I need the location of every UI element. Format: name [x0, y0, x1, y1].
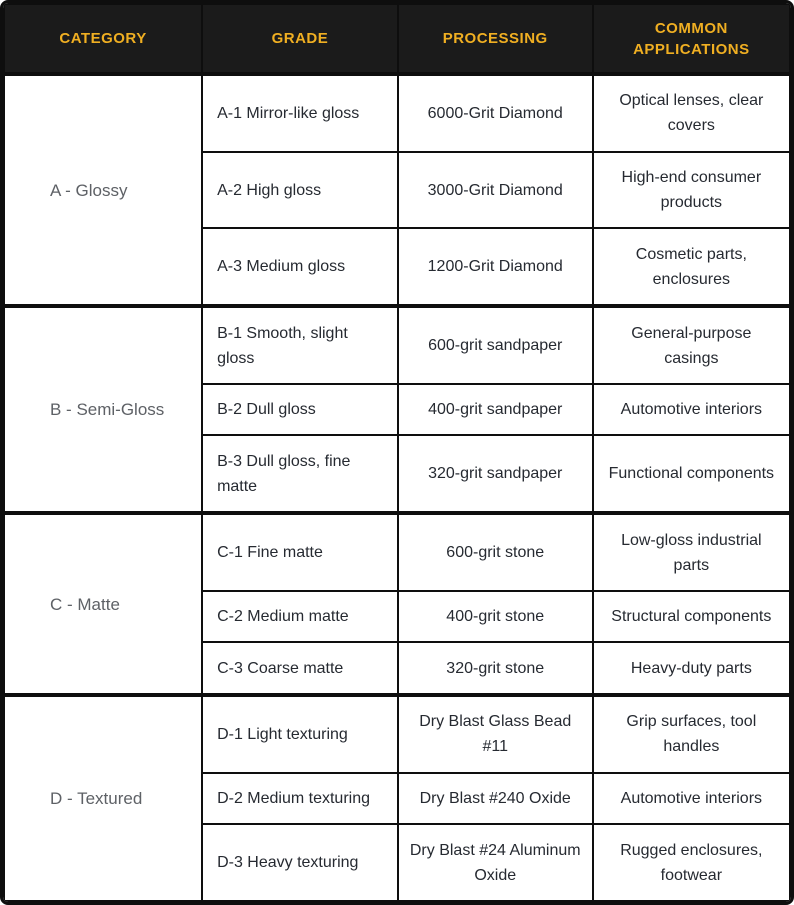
processing-cell: Dry Blast #24 Aluminum Oxide	[398, 824, 593, 901]
grade-table	[3, 3, 791, 902]
applications-cell: General-purpose casings	[593, 306, 790, 384]
column-header-category: CATEGORY	[4, 4, 202, 74]
applications-cell: Automotive interiors	[593, 384, 790, 435]
category-cell-d: D - Textured	[4, 695, 202, 901]
applications-cell: Grip surfaces, tool handles	[593, 695, 790, 773]
category-cell-b: B - Semi-Gloss	[4, 306, 202, 513]
applications-cell: Rugged enclosures, footwear	[593, 824, 790, 901]
table-row	[4, 513, 790, 591]
processing-cell: 1200-Grit Diamond	[398, 228, 593, 306]
applications-cell: High-end consumer products	[593, 152, 790, 229]
applications-cell: Functional components	[593, 435, 790, 513]
grade-cell: D-1 Light texturing	[202, 695, 398, 773]
grade-cell: C-3 Coarse matte	[202, 642, 398, 695]
grade-cell: A-3 Medium gloss	[202, 228, 398, 306]
column-header-processing: PROCESSING	[398, 4, 593, 74]
applications-cell: Automotive interiors	[593, 773, 790, 824]
processing-cell: 600-grit stone	[398, 513, 593, 591]
grade-cell: A-2 High gloss	[202, 152, 398, 229]
grade-cell: B-1 Smooth, slight gloss	[202, 306, 398, 384]
processing-cell: Dry Blast Glass Bead #11	[398, 695, 593, 773]
table-row	[4, 74, 790, 152]
grade-cell: D-3 Heavy texturing	[202, 824, 398, 901]
column-header-grade: GRADE	[202, 4, 398, 74]
grade-cell: C-2 Medium matte	[202, 591, 398, 642]
grade-cell: B-3 Dull gloss, fine matte	[202, 435, 398, 513]
column-header-common-applications: COMMON APPLICATIONS	[593, 4, 790, 74]
grade-cell: D-2 Medium texturing	[202, 773, 398, 824]
grade-cell: A-1 Mirror-like gloss	[202, 74, 398, 152]
applications-cell: Optical lenses, clear covers	[593, 74, 790, 152]
processing-cell: 3000-Grit Diamond	[398, 152, 593, 229]
grade-cell: B-2 Dull gloss	[202, 384, 398, 435]
applications-cell: Low-gloss industrial parts	[593, 513, 790, 591]
table-header	[4, 4, 790, 74]
processing-cell: 6000-Grit Diamond	[398, 74, 593, 152]
header-row	[4, 4, 790, 74]
processing-cell: 400-grit sandpaper	[398, 384, 593, 435]
table-row	[4, 695, 790, 773]
processing-cell: 320-grit stone	[398, 642, 593, 695]
applications-cell: Cosmetic parts, enclosures	[593, 228, 790, 306]
processing-cell: 600-grit sandpaper	[398, 306, 593, 384]
processing-cell: 400-grit stone	[398, 591, 593, 642]
processing-cell: 320-grit sandpaper	[398, 435, 593, 513]
table-row	[4, 306, 790, 384]
processing-cell: Dry Blast #240 Oxide	[398, 773, 593, 824]
category-cell-a: A - Glossy	[4, 74, 202, 306]
category-cell-c: C - Matte	[4, 513, 202, 695]
applications-cell: Heavy-duty parts	[593, 642, 790, 695]
grade-cell: C-1 Fine matte	[202, 513, 398, 591]
applications-cell: Structural components	[593, 591, 790, 642]
